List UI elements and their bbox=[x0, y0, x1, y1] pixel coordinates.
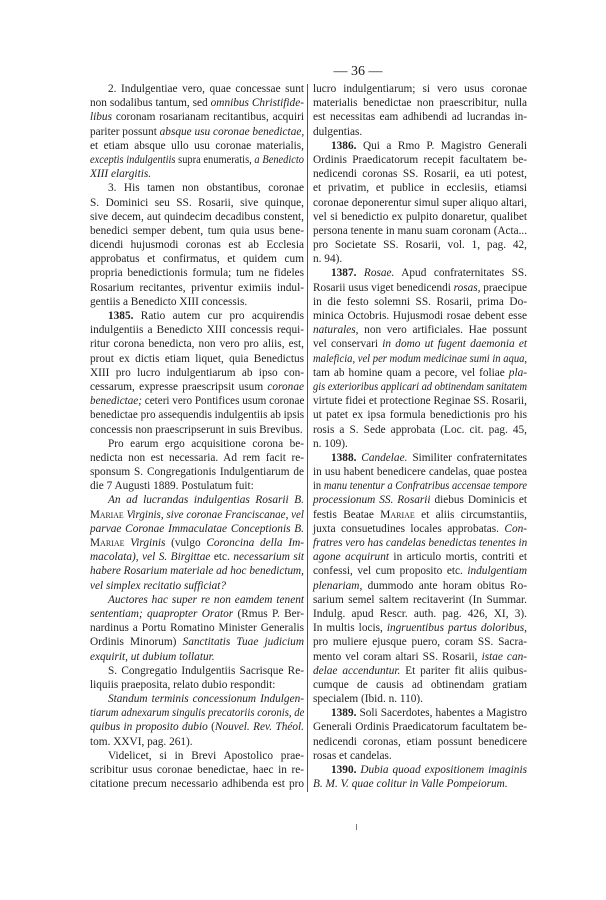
text-segment: Videlicet, si in Brevi Apostolico prae- bbox=[108, 749, 304, 762]
text-line bbox=[313, 621, 527, 635]
text-segment: die 7 Augusti 1889. Postulatum fuit: bbox=[90, 480, 254, 493]
paragraph-number: 1389. bbox=[331, 707, 357, 720]
text-line bbox=[313, 720, 527, 734]
text-line bbox=[313, 380, 527, 394]
text-line bbox=[90, 266, 304, 280]
text-segment: tiarum adnexarum singulis precatoriis coronis, de bbox=[90, 707, 305, 720]
column-divider bbox=[307, 84, 308, 792]
text-line bbox=[90, 564, 304, 578]
text-line bbox=[90, 352, 304, 366]
text-segment: sive decem, aut quindecim decadibus constent, bbox=[90, 210, 304, 223]
text-line bbox=[313, 238, 527, 252]
text-segment: gentiis a Benedicto XIII concessis. bbox=[90, 295, 248, 308]
text-segment: dulgentias. bbox=[313, 125, 363, 138]
text-segment: coronam rosarianam recitantibus, acquiri bbox=[111, 111, 304, 124]
text-line bbox=[313, 536, 527, 550]
text-line bbox=[90, 550, 304, 564]
text-segment: supra enumeratis, bbox=[175, 153, 255, 166]
text-line bbox=[313, 125, 527, 139]
text-line bbox=[313, 763, 527, 777]
text-line bbox=[90, 366, 304, 380]
text-segment: non vero artificiales. Hae possunt bbox=[358, 324, 527, 337]
left-column bbox=[90, 82, 304, 791]
text-segment: 3. His tamen non obstantibus, coronae bbox=[108, 182, 304, 195]
text-line bbox=[313, 281, 527, 295]
text-line bbox=[90, 394, 304, 408]
text-segment: Con- bbox=[504, 522, 527, 535]
paragraph-number: 1386. bbox=[331, 139, 357, 152]
text-segment: ut patet ex ipsa formula benedictionis pro his bbox=[313, 409, 527, 422]
text-segment: vel conservari bbox=[313, 338, 383, 351]
text-line bbox=[313, 607, 527, 621]
text-segment: Rosae. bbox=[356, 267, 395, 280]
text-segment: Ordinis Praedicatorum recepit facultatem be- bbox=[313, 153, 527, 166]
text-line bbox=[313, 266, 527, 280]
text-segment: pro muliere ejusque puero, coram SS. Sacra- bbox=[313, 636, 527, 649]
text-segment: ingruentibus partus doloribus, bbox=[386, 622, 528, 635]
text-segment: et aliis circumstantiis, bbox=[414, 508, 527, 521]
text-segment: Ratio autem cur pro acquirendis bbox=[133, 310, 304, 322]
text-line bbox=[90, 536, 304, 550]
text-line bbox=[90, 451, 304, 465]
text-segment: An ad lucrandas indulgentias Rosarii B. bbox=[108, 494, 304, 507]
text-segment: Soli Sacerdotes, habentes a Magistro bbox=[356, 707, 527, 720]
text-line bbox=[90, 125, 304, 139]
text-line bbox=[313, 735, 527, 749]
text-segment: Mariae bbox=[380, 508, 415, 521]
text-line bbox=[313, 465, 527, 479]
text-line bbox=[313, 777, 527, 791]
text-segment: B. M. V. quae colitur in Valle Pompeiorum. bbox=[313, 778, 508, 791]
text-segment: liquiis praeposita, relato dubio respondit: bbox=[90, 678, 276, 691]
text-line bbox=[90, 508, 304, 522]
text-line bbox=[90, 96, 304, 110]
text-segment: n. 94). bbox=[313, 253, 343, 266]
text-segment: Nouvel. Rev. Théol. bbox=[214, 721, 304, 734]
text-segment: exceptis indulgentiis bbox=[90, 153, 176, 166]
text-line bbox=[313, 451, 527, 465]
text-line bbox=[313, 82, 527, 96]
text-line bbox=[313, 423, 527, 437]
text-segment: rosis a S. Sede approbata (Loc. cit. pag. 45, bbox=[313, 423, 527, 436]
text-segment: vel si benedictio ex pulpito donaretur, qualibet bbox=[313, 210, 527, 223]
text-line bbox=[90, 82, 304, 96]
text-segment: pariter possunt bbox=[90, 125, 160, 138]
text-segment: omnibus Christifide- bbox=[210, 97, 304, 110]
text-segment: Mariae bbox=[90, 537, 125, 549]
text-line bbox=[90, 295, 304, 309]
text-segment: Qui a Rmo P. Magistro Generali bbox=[356, 139, 527, 152]
text-segment: in usu habent benedicere candelas, quae postea bbox=[313, 466, 527, 479]
text-segment: est necessitas eam adhibendi ad lucrandas in- bbox=[313, 111, 527, 124]
text-line bbox=[313, 664, 527, 678]
text-segment: nardinus a Portu Romatino Minister Generalis bbox=[90, 622, 304, 635]
text-line bbox=[313, 167, 527, 181]
text-segment: etc. bbox=[210, 551, 234, 564]
text-line bbox=[313, 650, 527, 664]
text-segment: Dubia quoad expositionem imaginis bbox=[356, 764, 527, 776]
text-line bbox=[313, 706, 527, 720]
text-segment: persona tenente in manu suam coronam (Acta... bbox=[313, 224, 527, 237]
text-line bbox=[313, 181, 527, 195]
text-line bbox=[313, 550, 527, 564]
text-line bbox=[313, 692, 527, 706]
text-segment: tam ab homine quam a pecore, vel foliae bbox=[313, 366, 509, 379]
text-segment: Et pariter fit aliis quibus- bbox=[400, 664, 527, 677]
text-segment: indulgentiis a Benedicto XIII concessis requi- bbox=[90, 324, 304, 337]
text-segment: (Rmus P. Ber- bbox=[233, 607, 304, 620]
text-line bbox=[313, 394, 527, 408]
text-segment: Candelae. bbox=[356, 451, 408, 464]
scan-mark bbox=[356, 824, 357, 830]
text-line bbox=[90, 692, 304, 706]
text-segment: propria benedictionis formula; tum ne fideles bbox=[90, 267, 304, 280]
text-line bbox=[90, 650, 304, 664]
text-segment: vel simplex recitatio sufficiat? bbox=[90, 579, 227, 592]
text-line bbox=[313, 352, 527, 366]
text-segment: 2. Indulgentiae vero, quae concessae sunt bbox=[108, 83, 304, 95]
text-segment: benedictae; bbox=[90, 395, 142, 408]
text-segment: praecipue bbox=[480, 281, 527, 294]
text-segment: festis Beatae bbox=[313, 508, 381, 521]
text-segment: juxta consuetudines locales approbatas. bbox=[313, 522, 505, 535]
text-segment: in die festo solemni SS. Rosarii, prima Do- bbox=[313, 295, 527, 308]
text-segment: Rosarium recitantes, priventur eximiis indul- bbox=[90, 281, 304, 294]
text-segment: Virginis bbox=[124, 537, 166, 549]
text-segment: rosas, bbox=[453, 281, 481, 294]
text-segment: S. Congregatio Indulgentiis Sacrisque Re- bbox=[108, 664, 304, 677]
text-line bbox=[90, 323, 304, 337]
text-segment: pla- bbox=[508, 366, 527, 379]
text-segment: non sodalibus tantum, sed bbox=[90, 97, 211, 110]
paragraph-number: 1385. bbox=[108, 310, 134, 322]
text-segment: naturales, bbox=[313, 324, 359, 337]
text-line bbox=[313, 210, 527, 224]
text-segment: ( bbox=[207, 721, 215, 734]
text-segment: in articulo mortis, contriti et bbox=[388, 551, 527, 564]
text-segment: In multis locis, bbox=[313, 622, 387, 635]
text-segment: rosas et candelas. bbox=[313, 749, 392, 762]
text-segment: delae accenduntur. bbox=[313, 664, 401, 677]
text-line bbox=[90, 678, 304, 692]
text-line bbox=[313, 593, 527, 607]
text-segment: confessi, vel cum proposito etc. bbox=[313, 565, 468, 578]
text-line bbox=[90, 210, 304, 224]
text-line bbox=[313, 479, 527, 493]
text-segment: Apud confraternitates SS. bbox=[394, 267, 527, 280]
text-line bbox=[313, 678, 527, 692]
text-segment: minica Octobris. Hujusmodi rosae debent esse bbox=[313, 310, 527, 322]
text-segment: prout ex dictis etiam liquet, quia Benedictus bbox=[90, 352, 304, 365]
text-segment: scribitur usus coronae benedictae, haec in re- bbox=[90, 764, 304, 776]
text-line bbox=[90, 735, 304, 749]
text-line bbox=[90, 465, 304, 479]
text-segment: parvae Coronae Immaculatae Conceptionis B. bbox=[90, 522, 304, 535]
text-segment: materialis benedictae non praescribitur, nulla bbox=[313, 97, 527, 110]
page-number: — 36 — bbox=[333, 64, 383, 79]
paragraph-number: 1388. bbox=[331, 451, 357, 464]
paragraph-number: 1387. bbox=[331, 267, 357, 280]
text-segment: macolata), vel S. Birgittae bbox=[90, 551, 211, 564]
text-segment: XIII elargitis. bbox=[90, 168, 152, 181]
text-line bbox=[313, 508, 527, 522]
text-line bbox=[313, 139, 527, 153]
text-segment: ritur corona benedicta, non vero pro aliis, est, bbox=[90, 338, 304, 351]
text-line bbox=[90, 238, 304, 252]
text-line bbox=[313, 635, 527, 649]
text-segment: diebus Dominicis et bbox=[430, 494, 527, 507]
text-line bbox=[90, 664, 304, 678]
text-segment: citatione precum necessario adhibenda est pro bbox=[90, 778, 304, 791]
text-segment: benedictae pro assequendis indulgentiis ab ipsis bbox=[90, 409, 305, 422]
text-line bbox=[313, 579, 527, 593]
text-segment: nedicendi coronas SS. Rosarii, ea uti potest, bbox=[313, 168, 527, 181]
text-line bbox=[90, 621, 304, 635]
text-line bbox=[90, 423, 304, 437]
text-line bbox=[90, 593, 304, 607]
text-line bbox=[90, 380, 304, 394]
text-segment: libus bbox=[90, 111, 112, 124]
text-line bbox=[90, 607, 304, 621]
text-segment: benedici semper debent, tum quia usus bene- bbox=[90, 224, 304, 237]
text-line bbox=[90, 720, 304, 734]
text-line bbox=[90, 763, 304, 777]
text-segment: Mariae bbox=[90, 508, 124, 521]
text-segment: Rosarii usus viget benedicendi bbox=[313, 281, 454, 294]
text-segment: Pro earum ergo acquisitione corona be- bbox=[108, 437, 304, 450]
text-line bbox=[90, 309, 304, 323]
text-segment: sarium semel saltem recitaverint (In Summar. bbox=[313, 593, 527, 606]
text-segment: cessarum, expresse praescripsit usum bbox=[90, 380, 268, 393]
text-segment: absque usu coronae benedictae, bbox=[159, 125, 305, 138]
text-line bbox=[313, 337, 527, 351]
text-line bbox=[313, 196, 527, 210]
text-segment: maleficia, vel per modum medicinae sumi in aqua, bbox=[313, 352, 528, 365]
text-line bbox=[90, 749, 304, 763]
text-line bbox=[313, 323, 527, 337]
text-line bbox=[90, 493, 304, 507]
text-line bbox=[90, 777, 304, 791]
text-segment: ceteri vero Pontifices usum coronae bbox=[141, 395, 305, 408]
text-segment: Ordinis Minorum) bbox=[90, 636, 183, 649]
text-segment: XIII pro lucro indulgentiarum ab ipso con- bbox=[90, 366, 304, 379]
text-line bbox=[313, 522, 527, 536]
text-segment: dicendi hujusmodi coronas est ab Ecclesia bbox=[90, 239, 304, 252]
text-segment: S. Dominici seu SS. Rosarii, sive quinque, bbox=[90, 196, 304, 209]
text-segment: n. 109). bbox=[313, 437, 348, 450]
text-line bbox=[313, 110, 527, 124]
text-line bbox=[90, 139, 304, 153]
text-line bbox=[90, 579, 304, 593]
text-segment: manu tenentur a Confratribus accensae tempore bbox=[323, 480, 527, 493]
text-segment: nedicendi coronas, etiam possunt benedicere bbox=[313, 735, 527, 748]
text-line bbox=[313, 96, 527, 110]
text-segment: istae can- bbox=[481, 650, 528, 663]
text-line bbox=[90, 196, 304, 210]
text-segment: nedicta non est necessaria. Ad rem facit re- bbox=[90, 451, 304, 464]
text-line bbox=[90, 181, 304, 195]
text-line bbox=[313, 366, 527, 380]
text-segment: (vulgo bbox=[165, 537, 207, 549]
text-line bbox=[90, 635, 304, 649]
text-line bbox=[313, 224, 527, 238]
text-segment: sententiam; quapropter Orator bbox=[90, 607, 234, 620]
text-line bbox=[90, 437, 304, 451]
text-segment: Generali Ordinis Praedicatorum facultatem be- bbox=[313, 721, 527, 734]
text-segment: cumque de causis ad obtinendam gratiam bbox=[313, 678, 527, 691]
text-line bbox=[90, 408, 304, 422]
text-line bbox=[313, 252, 527, 266]
text-segment: Similiter confraternitates bbox=[407, 451, 527, 464]
text-segment: specialem (Ibid. n. 110). bbox=[313, 693, 424, 706]
text-segment: lucro indulgentiarum; si vero usus coronae bbox=[313, 83, 527, 95]
text-line bbox=[313, 437, 527, 451]
text-segment: fratres vero has candelas benedictas tenentes in bbox=[313, 537, 528, 549]
text-line bbox=[313, 153, 527, 167]
text-segment: quibus in proposito dubio bbox=[90, 721, 208, 734]
text-segment: necessarium sit bbox=[233, 551, 304, 564]
text-line bbox=[90, 337, 304, 351]
text-segment: Auctores hac super re non eamdem tenent bbox=[108, 593, 304, 606]
text-segment: plenariam, bbox=[313, 579, 363, 592]
text-segment: in domo ut fugent daemonia et bbox=[382, 338, 528, 351]
text-line bbox=[90, 153, 304, 167]
text-segment: Coroncina della Im- bbox=[206, 537, 304, 549]
text-segment: agone acquirunt bbox=[313, 551, 389, 564]
text-segment: pro Societate SS. Rosarii, vol. 1, pag. 42, bbox=[313, 239, 527, 252]
text-line bbox=[90, 167, 304, 181]
text-line bbox=[313, 493, 527, 507]
text-segment: exquirit, ut dubium tollatur. bbox=[90, 650, 215, 663]
text-line bbox=[90, 281, 304, 295]
text-segment: in bbox=[313, 480, 324, 493]
text-segment: Standum terminis concessionum Indulgen- bbox=[108, 693, 304, 706]
text-segment: Sanctitatis Tuae judicium bbox=[182, 636, 304, 649]
text-line bbox=[90, 522, 304, 536]
text-line bbox=[313, 309, 527, 323]
text-segment: tom. XXVI, pag. 261). bbox=[90, 735, 193, 748]
text-segment: et privatim, et publice in ecclesiis, etiamsi bbox=[313, 182, 527, 195]
text-segment: virtute fidei et protectione Reginae SS. Rosarii, bbox=[313, 395, 527, 408]
right-column bbox=[313, 82, 527, 791]
text-segment: Virginis, sive coronae Franciscanae, vel bbox=[123, 508, 304, 521]
text-segment: processionum SS. Rosarii bbox=[313, 494, 431, 507]
text-line bbox=[90, 706, 304, 720]
text-line bbox=[90, 110, 304, 124]
text-segment: Indulg. apud Rescr. auth. pag. 426, XI, 3). bbox=[313, 607, 527, 620]
text-segment: coronae bbox=[267, 380, 304, 393]
text-segment: et etiam absque ullo usu coronae materialis, bbox=[90, 139, 304, 152]
text-line bbox=[90, 252, 304, 266]
text-segment: gis exterioribus applicari ad obtinendam sanitatem bbox=[313, 380, 527, 393]
text-segment: habere Rosarium materiale ad hoc benedictum, bbox=[90, 565, 304, 578]
text-line bbox=[313, 564, 527, 578]
text-line bbox=[313, 749, 527, 763]
text-segment: indulgentiam bbox=[467, 565, 527, 578]
text-line bbox=[313, 295, 527, 309]
text-segment: approbatus et confirmatus, et quidem cum bbox=[90, 253, 304, 266]
text-segment: coronae deponerentur simul super aliquo altari, bbox=[313, 196, 527, 209]
text-segment: mento vel coram altari SS. Rosarii, bbox=[313, 650, 482, 663]
text-line bbox=[313, 408, 527, 422]
text-line bbox=[90, 224, 304, 238]
text-segment: concessis non praescripserunt in suis Brevibus. bbox=[90, 423, 303, 436]
text-line bbox=[90, 479, 304, 493]
paragraph-number: 1390. bbox=[331, 764, 357, 776]
text-segment: a Benedicto bbox=[254, 153, 304, 166]
text-segment: sponsum S. Congregationis Indulgentiarum de bbox=[90, 466, 304, 479]
text-segment: dummodo ante horam obitus Ro- bbox=[362, 579, 527, 592]
